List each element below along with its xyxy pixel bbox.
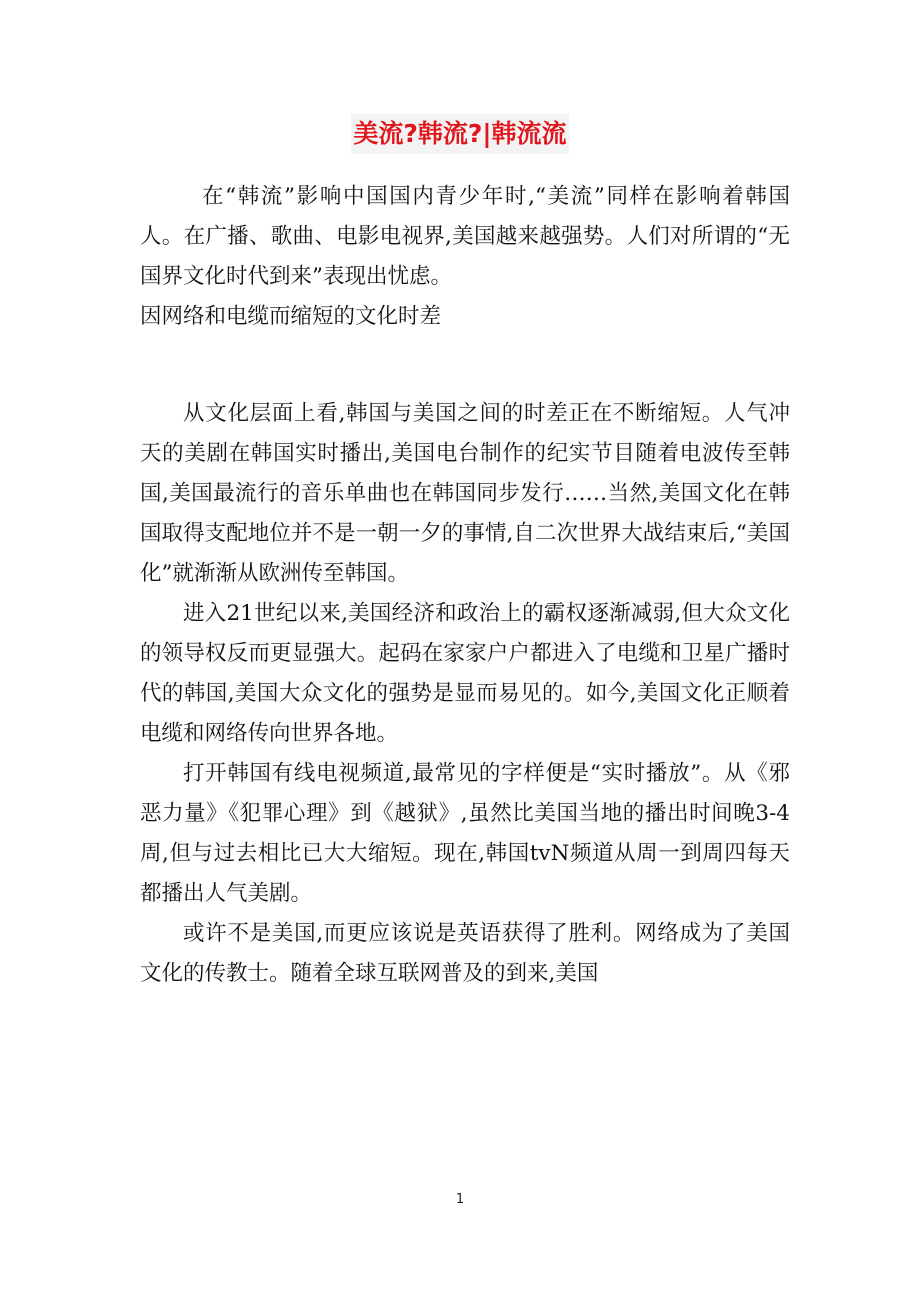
page-number: 1	[455, 1192, 465, 1207]
paragraph-culture-gap: 从文化层面上看,韩国与美国之间的时差正在不断缩短。人气冲天的美剧在韩国实时播出,美国电台制作的纪实节目随着电波传至韩国,美国最流行的音乐单曲也在韩国同步发行……当然,美国文化在韩国取得支配地位并不是一朝一夕的事情,自二次世界大战结束后,“美国化”就渐渐从欧洲传至韩国。	[140, 401, 790, 586]
title-container	[0, 114, 920, 154]
document-body	[140, 177, 790, 994]
paragraph-gap	[140, 337, 790, 394]
paragraph-21st-century: 进入21世纪以来,美国经济和政治上的霸权逐渐减弱,但大众文化的领导权反而更显强大。起码在家家户户都进入了电缆和卫星广播时代的韩国,美国大众文化的强势是显而易见的。如今,美国文化正顺着电缆和网络传向世界各地。	[140, 601, 790, 746]
section-heading: 因网络和电缆而缩短的文化时差	[140, 304, 442, 329]
paragraph-intro: 在“韩流”影响中国国内青少年时,“美流”同样在影响着韩国人。在广播、歌曲、电影电视界,美国越来越强势。人们对所谓的“无国界文化时代到来”表现出忧虑。	[140, 184, 790, 289]
document-title: 美流?韩流?|韩流流	[351, 114, 568, 154]
paragraph-cable-tv: 打开韩国有线电视频道,最常见的字样便是“实时播放”。从《邪恶力量》《犯罪心理》到《越狱》,虽然比美国当地的播出时间晚3-4周,但与过去相比已大大缩短。现在,韩国tvN频道从周一到周四每天都播出人气美剧。	[140, 761, 790, 906]
paragraph-english: 或许不是美国,而更应该说是英语获得了胜利。网络成为了美国文化的传教士。随着全球互联网普及的到来,美国	[140, 921, 790, 986]
